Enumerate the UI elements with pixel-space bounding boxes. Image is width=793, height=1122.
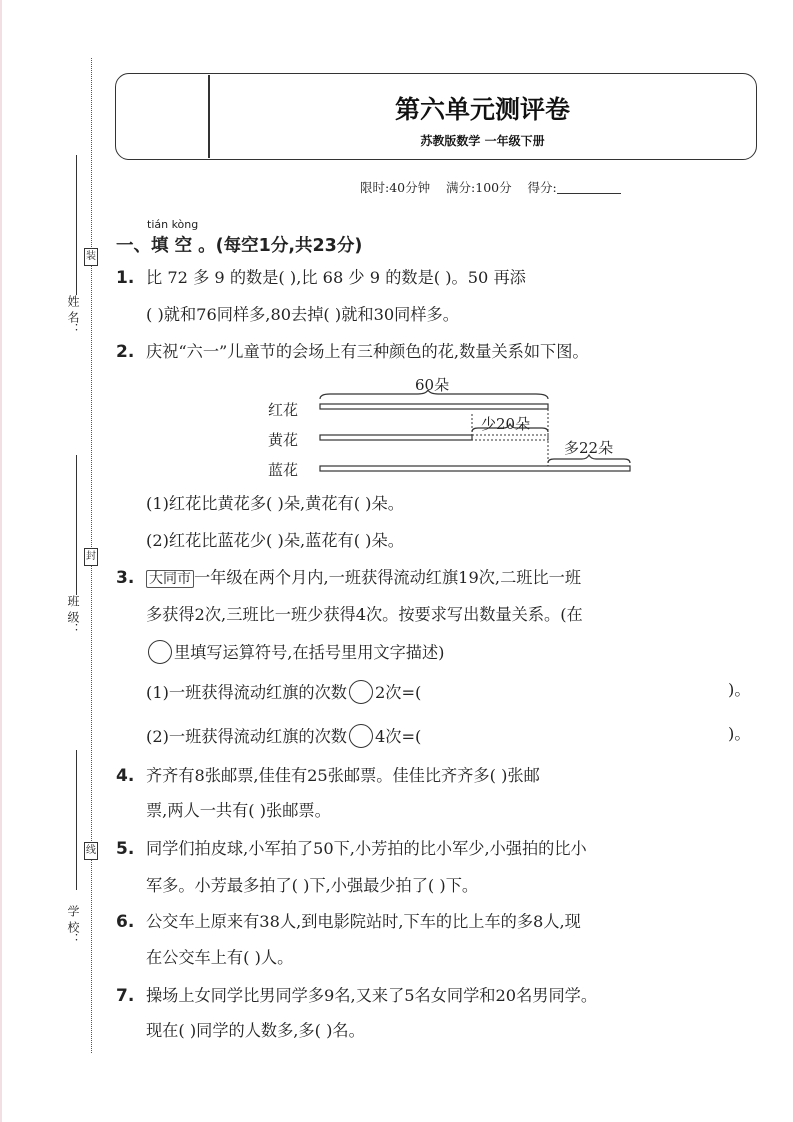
exam-meta	[360, 178, 621, 196]
q3-line3: 里填写运算符号,在括号里用文字描述)	[174, 643, 445, 662]
q6-number: 6.	[116, 912, 135, 932]
score-label: 得分:	[527, 180, 557, 195]
yellow-bar	[320, 435, 472, 440]
seal-bottom: 线	[84, 842, 98, 860]
q3-line1-wrap	[146, 568, 581, 589]
q3-line1: 一年级在两个月内,一班获得流动红旗19次,二班比一班	[194, 568, 582, 587]
page-title: 第六单元测评卷	[394, 95, 570, 124]
label-yellow: 黄花	[268, 431, 299, 449]
flower-diagram	[310, 390, 640, 480]
q3-sub2-b: 4次=(	[375, 727, 422, 746]
q6-line2: 在公交车上有( )人。	[146, 948, 294, 967]
q3-region-tag: 大同市	[146, 570, 194, 588]
q5-line1: 同学们拍皮球,小军拍了50下,小芳拍的比小军少,小强拍的比小	[146, 839, 587, 858]
school-field-line[interactable]	[76, 750, 77, 890]
q3-sub1-circle[interactable]	[349, 680, 373, 704]
total-text: 60朵	[415, 376, 450, 394]
q2-sub2: (2)红花比蓝花少( )朵,蓝花有( )朵。	[146, 531, 404, 550]
blue-bar	[320, 466, 630, 471]
school-label: 学 校：	[66, 905, 80, 945]
q6-line1: 公交车上原来有38人,到电影院站时,下车的比上车的多8人,现	[146, 912, 581, 931]
q5-number: 5.	[116, 839, 135, 859]
seal-mid: 封	[84, 548, 98, 566]
q5-line2: 军多。小芳最多拍了( )下,小强最少拍了( )下。	[146, 876, 479, 895]
page-edge	[0, 0, 2, 1122]
q3-line3-wrap	[146, 640, 444, 664]
red-bar	[320, 404, 548, 409]
q7-line2: 现在( )同学的人数多,多( )名。	[146, 1021, 365, 1040]
total-brace	[320, 390, 548, 399]
q1-line2: ( )就和76同样多,80去掉( )就和30同样多。	[146, 305, 459, 324]
q2-line1: 庆祝“六一”儿童节的会场上有三种颜色的花,数量关系如下图。	[146, 342, 589, 361]
q2-sub1: (1)红花比黄花多( )朵,黄花有( )朵。	[146, 494, 404, 513]
section-title: 一、填 空 。(每空1分,共23分)	[116, 236, 363, 256]
label-red: 红花	[268, 401, 299, 419]
less-text: 少20朵	[481, 415, 531, 433]
page-subtitle: 苏教版数学 一年级下册	[420, 134, 545, 148]
q3-circle-hint	[148, 640, 172, 664]
q1-number: 1.	[116, 268, 135, 288]
full-score: 满分:100分	[446, 180, 512, 195]
time-limit: 限时:40分钟	[360, 180, 431, 195]
q7-line1: 操场上女同学比男同学多9名,又来了5名女同学和20名男同学。	[146, 986, 598, 1005]
q7-number: 7.	[116, 986, 135, 1006]
q3-sub2-c: )。	[728, 724, 751, 743]
q2-number: 2.	[116, 342, 135, 362]
q3-sub2-a: (2)一班获得流动红旗的次数	[146, 727, 347, 746]
q4-line1: 齐齐有8张邮票,佳佳有25张邮票。佳佳比齐齐多( )张邮	[146, 766, 540, 785]
q3-number: 3.	[116, 568, 135, 588]
q1-line1: 比 72 多 9 的数是( ),比 68 少 9 的数是( )。50 再添	[146, 268, 526, 287]
seal-top: 装	[84, 248, 98, 266]
yellow-diff-dashed	[472, 435, 548, 440]
q3-sub2-circle[interactable]	[349, 724, 373, 748]
less-brace	[472, 424, 548, 432]
q3-sub1-c: )。	[728, 680, 751, 699]
q4-line2: 票,两人一共有( )张邮票。	[146, 801, 331, 820]
q4-number: 4.	[116, 766, 135, 786]
label-blue: 蓝花	[268, 461, 299, 479]
q3-line2: 多获得2次,三班比一班少获得4次。按要求写出数量关系。(在	[146, 605, 583, 624]
more-text: 多22朵	[564, 439, 614, 457]
q3-sub1-b: 2次=(	[375, 683, 422, 702]
more-brace	[548, 455, 630, 463]
q3-sub2-wrap	[146, 724, 756, 748]
score-blank[interactable]	[557, 182, 621, 194]
class-label: 班 级：	[66, 595, 80, 635]
q3-sub1-wrap	[146, 680, 756, 704]
class-field-line[interactable]	[76, 455, 77, 595]
section-pinyin: tián kòng	[147, 218, 199, 231]
q3-sub1-a: (1)一班获得流动红旗的次数	[146, 683, 347, 702]
name-label: 姓 名：	[66, 295, 80, 335]
name-field-line[interactable]	[76, 155, 77, 295]
